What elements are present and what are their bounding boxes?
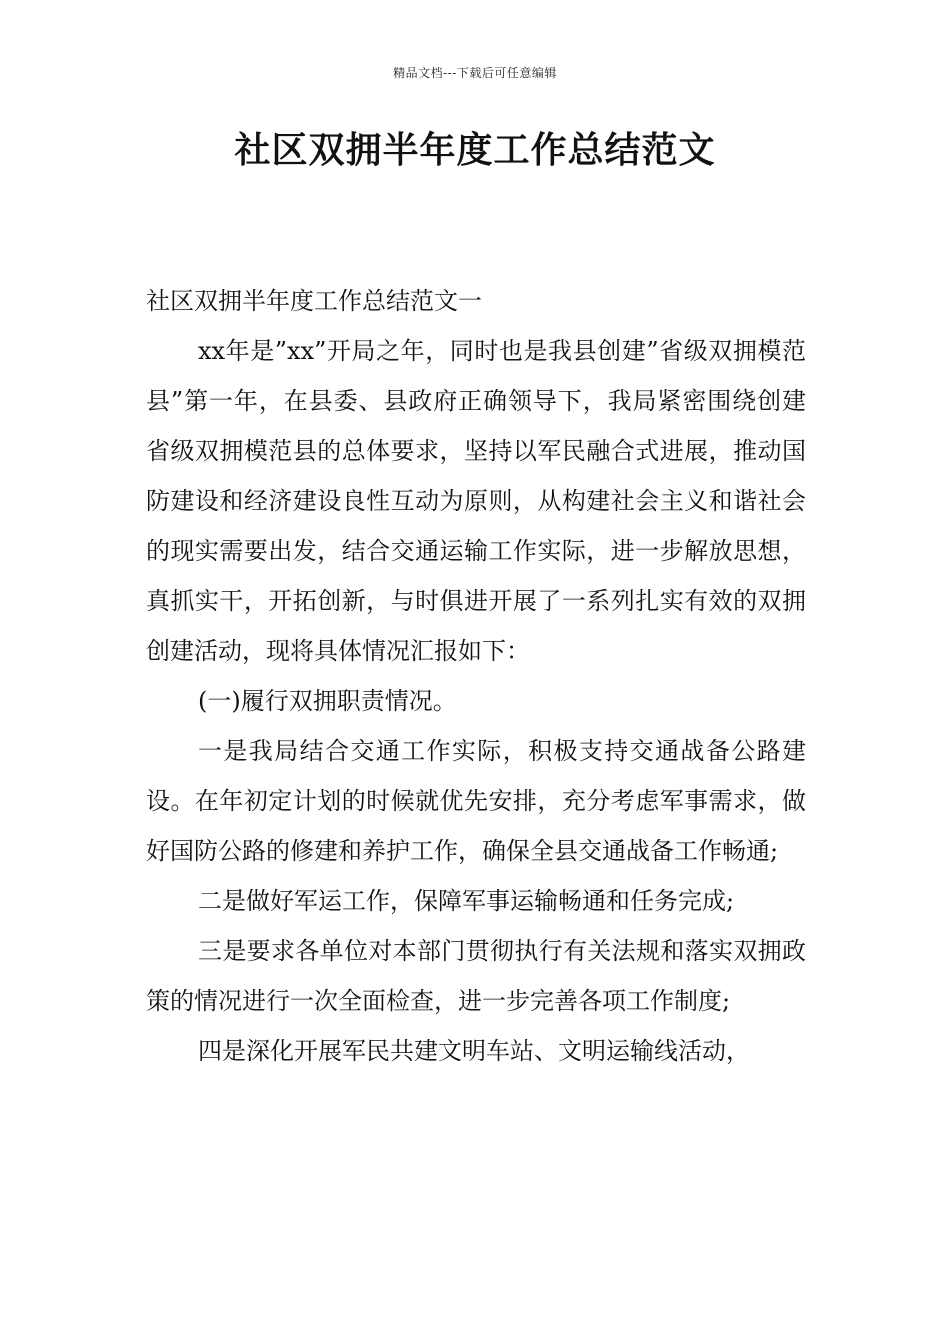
paragraph-subheading: (一)履行双拥职责情况。 bbox=[198, 687, 457, 715]
document-body bbox=[146, 276, 806, 1076]
paragraph-intro: xx年是”xx”开局之年，同时也是我县创建”省级双拥模范县”第一年，在县委、县政府正确领导下，我局紧密围绕创建省级双拥模范县的总体要求，坚持以军民融合式进展，推动国防建设和经济建设良性互动为原则，从构建社会主义和谐社会的现实需要出发，结合交通运输工作实际，进一步解放思想，真抓实干，开拓创新，与时俱进开展了一系列扎实有效的双拥创建活动，现将具体情况汇报如下： bbox=[146, 337, 806, 665]
paragraph-item-2: 二是做好军运工作，保障军事运输畅通和任务完成; bbox=[198, 887, 735, 915]
header-note: 精品文档---下载后可任意编辑 bbox=[393, 66, 557, 80]
document-title: 社区双拥半年度工作总结范文 bbox=[234, 130, 716, 171]
paragraph-section-heading: 社区双拥半年度工作总结范文一 bbox=[146, 287, 482, 315]
paragraph-item-3: 三是要求各单位对本部门贯彻执行有关法规和落实双拥政策的情况进行一次全面检查，进一步完善各项工作制度; bbox=[146, 937, 806, 1015]
paragraph-item-1: 一是我局结合交通工作实际，积极支持交通战备公路建设。在年初定计划的时候就优先安排，充分考虑军事需求，做好国防公路的修建和养护工作，确保全县交通战备工作畅通; bbox=[146, 737, 806, 865]
paragraph-item-4: 四是深化开展军民共建文明车站、文明运输线活动， bbox=[198, 1037, 750, 1065]
